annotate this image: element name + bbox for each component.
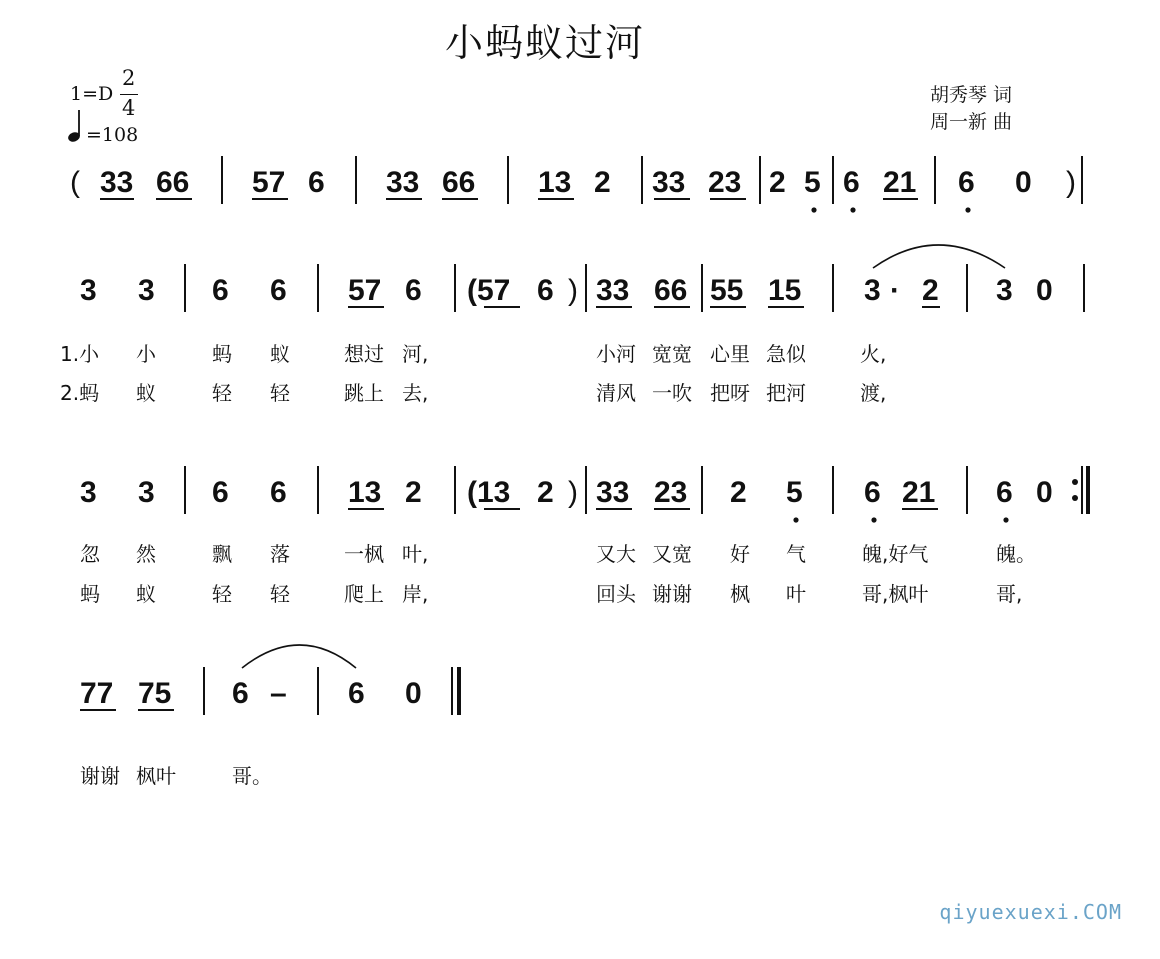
note: 2 <box>537 476 554 509</box>
note: 57 <box>252 166 286 199</box>
note: 0 <box>1036 274 1053 307</box>
note: · <box>890 274 900 307</box>
lyric-syllable: 清风 <box>596 381 636 405</box>
note: 6 <box>996 476 1013 509</box>
note: 2 <box>922 274 939 307</box>
tempo-marking: =108 <box>86 124 139 146</box>
note: 6 <box>348 677 365 710</box>
lyric-syllable: 心里 <box>710 342 750 366</box>
note: 6 <box>212 476 229 509</box>
lyric-syllable: 2.蚂 <box>60 381 100 405</box>
note: 21 <box>902 476 936 509</box>
low-octave-dot <box>1003 517 1008 522</box>
note: 6 <box>843 166 860 199</box>
note: 0 <box>405 677 422 710</box>
lyric-syllable: 岸, <box>402 582 429 606</box>
notation-line-3 <box>80 466 1088 523</box>
note: – <box>270 677 287 710</box>
lyric-syllable: 轻 <box>270 582 290 606</box>
note: 23 <box>654 476 688 509</box>
lyric-syllable: 轻 <box>212 582 232 606</box>
lyric-syllable: 小 <box>136 342 156 366</box>
note: 0 <box>1015 166 1032 199</box>
note: 66 <box>654 274 688 307</box>
lyric-syllable: 小河 <box>596 342 636 366</box>
parenthesis: ) <box>568 476 578 509</box>
note: 6 <box>212 274 229 307</box>
lyric-syllable: 蚁 <box>136 582 156 606</box>
notation-line-1 <box>70 156 1082 213</box>
lyric-syllable: 魄,好气 <box>862 542 929 566</box>
note: 55 <box>710 274 744 307</box>
repeat-dot <box>1072 495 1078 501</box>
lyric-syllable: 轻 <box>212 381 232 405</box>
lyric-syllable: 蚂 <box>80 582 100 606</box>
note: 3 <box>80 476 97 509</box>
note: 57 <box>348 274 382 307</box>
lyric-syllable: 谢谢 <box>80 764 120 788</box>
lyric-syllable: 落 <box>270 542 290 566</box>
lyric-syllable: 哥。 <box>232 764 272 788</box>
note: 33 <box>386 166 420 199</box>
note: 33 <box>652 166 686 199</box>
song-title: 小蚂蚁过河 <box>444 21 645 65</box>
note: 3 <box>138 476 155 509</box>
note: 6 <box>405 274 422 307</box>
note: 2 <box>769 166 786 199</box>
note: 15 <box>768 274 802 307</box>
lyric-syllable: 蚁 <box>270 342 290 366</box>
note: 3 <box>996 274 1013 307</box>
lyric-syllable: 哥,枫叶 <box>862 582 929 606</box>
note: 33 <box>596 274 630 307</box>
repeat-dot <box>1072 479 1078 485</box>
lyric-syllable: 一吹 <box>652 381 692 405</box>
lyric-syllable: 把河 <box>766 381 806 405</box>
note: 3 <box>138 274 155 307</box>
lyric-syllable: 急似 <box>766 342 806 366</box>
note: 5 <box>786 476 803 509</box>
lyric-syllable: 跳上 <box>344 381 384 405</box>
key-signature: 1=D <box>70 83 114 105</box>
note: (13 <box>467 476 511 509</box>
lyric-syllable: 想过 <box>344 342 384 366</box>
lyric-syllable: 宽宽 <box>652 342 692 366</box>
note: (57 <box>467 274 511 307</box>
lyric-syllable: 轻 <box>270 381 290 405</box>
notation-line-2 <box>80 264 1084 312</box>
lyric-syllable: 回头 <box>596 582 636 606</box>
lyric-syllable: 去, <box>402 381 429 405</box>
note: 2 <box>405 476 422 509</box>
lyricist-credit: 胡秀琴 词 <box>930 84 1013 106</box>
lyric-syllable: 把呀 <box>710 381 750 405</box>
low-octave-dot <box>811 207 816 212</box>
lyric-syllable: 然 <box>136 542 156 566</box>
note: 6 <box>232 677 249 710</box>
lyric-syllable: 叶, <box>402 542 429 566</box>
note: 6 <box>270 274 287 307</box>
low-octave-dot <box>965 207 970 212</box>
time-signature-top: 2 <box>122 66 136 90</box>
note: 5 <box>804 166 821 199</box>
note: 66 <box>156 166 190 199</box>
notation-line-4 <box>80 667 459 715</box>
lyric-syllable: 忽 <box>80 542 100 566</box>
lyric-syllable: 气 <box>786 542 806 566</box>
low-octave-dot <box>871 517 876 522</box>
note: 13 <box>538 166 572 199</box>
lyric-syllable: 谢谢 <box>652 582 692 606</box>
slur-tie <box>873 245 1005 268</box>
note: 6 <box>864 476 881 509</box>
note: 0 <box>1036 476 1053 509</box>
lyric-syllable: 魄。 <box>996 542 1036 566</box>
lyric-syllable: 好 <box>730 542 750 566</box>
note: 21 <box>883 166 917 199</box>
note: 13 <box>348 476 382 509</box>
note: 6 <box>270 476 287 509</box>
note: 33 <box>596 476 630 509</box>
note: 6 <box>537 274 554 307</box>
lyric-syllable: 又大 <box>596 542 636 566</box>
slur-tie <box>242 645 356 668</box>
note: 3 <box>80 274 97 307</box>
lyric-syllable: 渡, <box>860 381 887 405</box>
note: 6 <box>308 166 325 199</box>
lyric-syllable: 又宽 <box>652 542 692 566</box>
note: 3 <box>864 274 881 307</box>
lyric-syllable: 叶 <box>786 582 806 606</box>
lyric-syllable: 枫 <box>730 582 750 606</box>
note: 23 <box>708 166 742 199</box>
note: 77 <box>80 677 114 710</box>
note: 6 <box>958 166 975 199</box>
lyric-syllable: 蚂 <box>212 342 232 366</box>
low-octave-dot <box>793 517 798 522</box>
lyric-syllable: 爬上 <box>344 582 384 606</box>
lyric-syllable: 枫叶 <box>136 764 176 788</box>
parenthesis: ) <box>568 274 578 307</box>
time-signature-bottom: 4 <box>122 96 136 120</box>
note: 66 <box>442 166 476 199</box>
lyric-syllable: 1.小 <box>60 342 100 366</box>
lyric-syllable: 蚁 <box>136 381 156 405</box>
lyric-syllable: 河, <box>402 342 429 366</box>
low-octave-dot <box>850 207 855 212</box>
note: 33 <box>100 166 134 199</box>
watermark: qiyuexuexi.COM <box>939 900 1122 924</box>
parenthesis: ) <box>1066 166 1076 199</box>
note: 2 <box>730 476 747 509</box>
lyric-syllable: 一枫 <box>344 542 384 566</box>
lyric-syllable: 火, <box>860 342 887 366</box>
composer-credit: 周一新 曲 <box>930 111 1013 133</box>
parenthesis: ( <box>70 166 80 199</box>
lyric-syllable: 哥, <box>996 582 1023 606</box>
note: 2 <box>594 166 611 199</box>
note: 75 <box>138 677 172 710</box>
lyric-syllable: 飘 <box>212 542 232 566</box>
